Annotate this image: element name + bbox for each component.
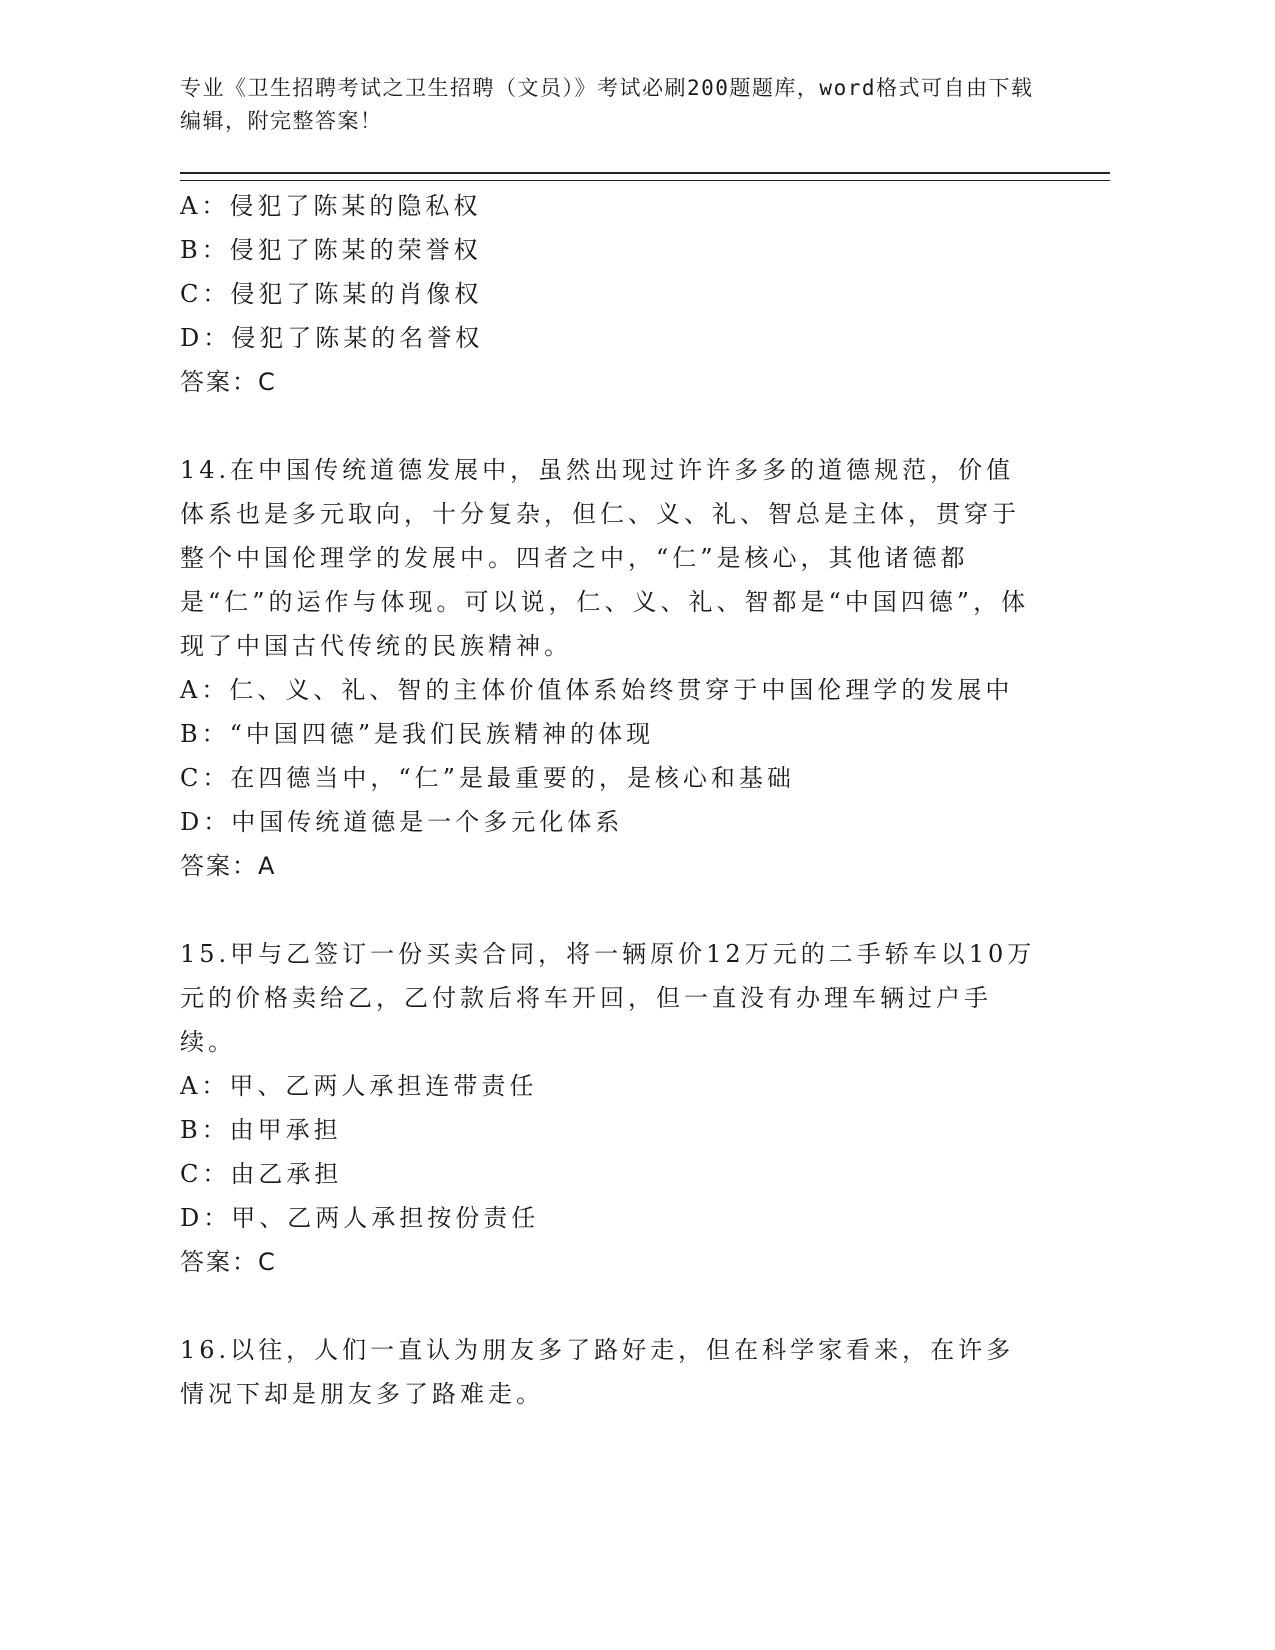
question-13 <box>180 184 1040 404</box>
document-header: 专业《卫生招聘考试之卫生招聘（文员）》考试必刷200题题库，word格式可自由下载编辑，附完整答案！ <box>180 76 1034 133</box>
option-a: A：仁、义、礼、智的主体价值体系始终贯穿于中国伦理学的发展中 <box>180 676 1014 704</box>
option-d: D：侵犯了陈某的名誉权 <box>180 324 484 352</box>
header-divider <box>180 172 1110 181</box>
question-stem: 14.在中国传统道德发展中，虽然出现过许许多多的道德规范，价值体系也是多元取向，十分复杂，但仁、义、礼、智总是主体，贯穿于整个中国伦理学的发展中。四者之中，“仁”是核心，其他诸德都是“仁”的运作与体现。可以说，仁、义、礼、智都是“中国四德”，体现了中国古代传统的民族精神。 <box>180 456 1030 660</box>
spacer <box>180 1284 1040 1328</box>
question-content <box>180 184 1040 1416</box>
answer: 答案：C <box>180 1248 277 1276</box>
question-stem: 16.以往，人们一直认为朋友多了路好走，但在科学家看来，在许多情况下却是朋友多了路难走。 <box>180 1336 1015 1408</box>
question-15 <box>180 932 1040 1284</box>
question-stem: 15.甲与乙签订一份买卖合同，将一辆原价12万元的二手轿车以10万元的价格卖给乙，乙付款后将车开回，但一直没有办理车辆过户手续。 <box>180 940 1036 1056</box>
spacer <box>180 888 1040 932</box>
option-a: A：侵犯了陈某的隐私权 <box>180 192 482 220</box>
option-c: C：在四德当中，“仁”是最重要的，是核心和基础 <box>180 764 795 792</box>
option-b: B：“中国四德”是我们民族精神的体现 <box>180 720 655 748</box>
option-b: B：侵犯了陈某的荣誉权 <box>180 236 482 264</box>
option-a: A：甲、乙两人承担连带责任 <box>180 1072 538 1100</box>
spacer <box>180 404 1040 448</box>
option-c: C：侵犯了陈某的肖像权 <box>180 280 483 308</box>
answer: 答案：A <box>180 852 277 880</box>
option-b: B：由甲承担 <box>180 1116 342 1144</box>
question-16 <box>180 1328 1040 1416</box>
question-14 <box>180 448 1040 888</box>
option-d: D：中国传统道德是一个多元化体系 <box>180 808 624 836</box>
option-d: D：甲、乙两人承担按份责任 <box>180 1204 540 1232</box>
option-c: C：由乙承担 <box>180 1160 343 1188</box>
answer: 答案：C <box>180 368 277 396</box>
